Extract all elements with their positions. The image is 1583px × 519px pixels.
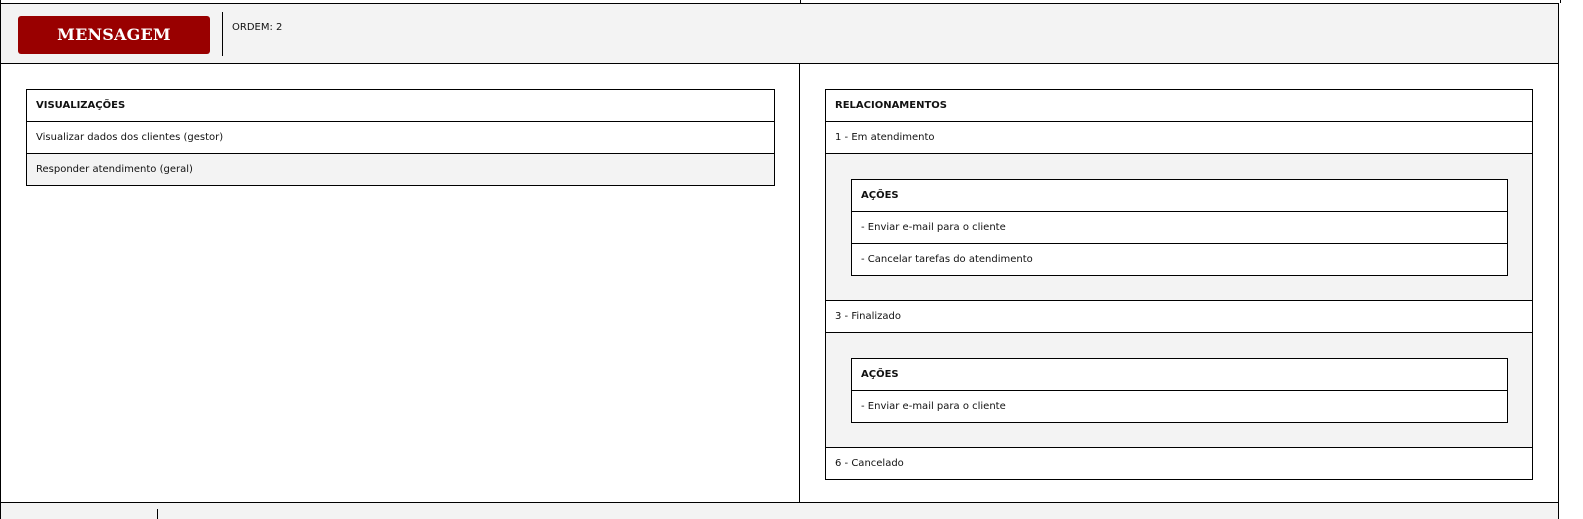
page-header (0, 3, 1559, 82)
relacionamento-acoes-area (826, 153, 1532, 300)
relacionamento-item[interactable]: 1 - Em atendimento (826, 121, 1532, 153)
acoes-heading: AÇÕES (852, 180, 1507, 211)
visualizacao-item[interactable]: Responder atendimento (geral) (27, 153, 774, 185)
acoes-heading: AÇÕES (852, 359, 1507, 390)
ordem-label: ORDEM: 2 (232, 22, 283, 33)
page-title-button[interactable]: MENSAGEM CLIENTE (18, 16, 210, 54)
acoes-panel (851, 358, 1508, 423)
bottom-strip-divider (157, 509, 158, 519)
acao-item[interactable]: - Enviar e-mail para o cliente (852, 211, 1507, 243)
bottom-strip (0, 503, 1559, 519)
visualizacoes-panel (26, 89, 775, 186)
visualizacao-item[interactable]: Visualizar dados dos clientes (gestor) (27, 121, 774, 153)
main-content (0, 64, 1559, 503)
column-divider (799, 64, 800, 502)
relacionamentos-heading: RELACIONAMENTOS (826, 90, 1532, 121)
acoes-panel (851, 179, 1508, 276)
relacionamento-item[interactable]: 3 - Finalizado (826, 300, 1532, 332)
acao-item[interactable]: - Cancelar tarefas do atendimento (852, 243, 1507, 275)
relacionamento-acoes-area (826, 332, 1532, 447)
acao-item[interactable]: - Enviar e-mail para o cliente (852, 390, 1507, 422)
visualizacoes-heading: VISUALIZAÇÕES (27, 90, 774, 121)
relacionamento-item[interactable]: 6 - Cancelado (826, 447, 1532, 479)
header-divider (222, 12, 223, 56)
relacionamentos-panel (825, 89, 1533, 480)
